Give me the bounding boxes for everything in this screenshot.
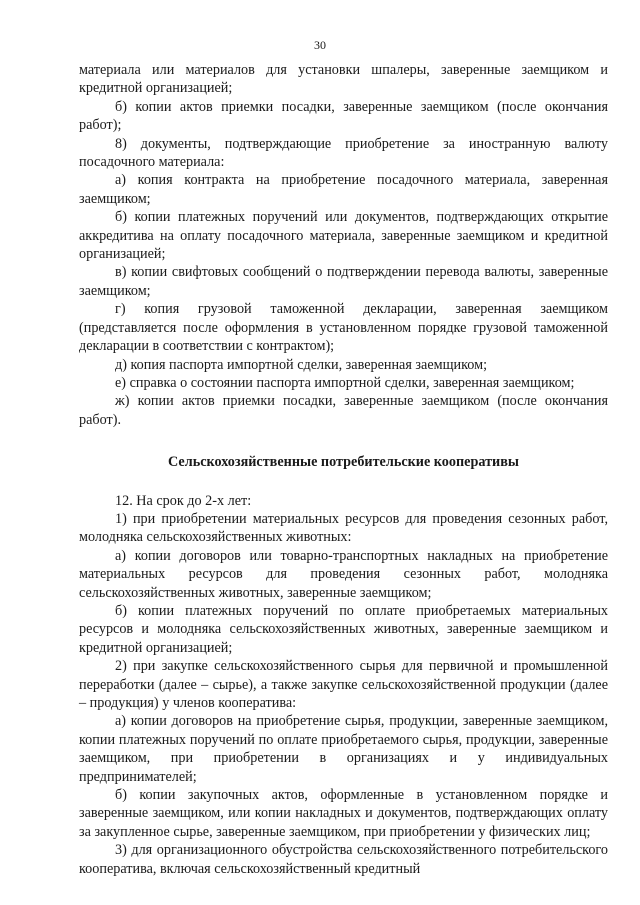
paragraph: б) копии платежных поручений по оплате приобретаемых материальных ресурсов и молодняка сельскохозяйственных животных, заверенные заемщиком и кредитной организацией; <box>79 602 608 656</box>
paragraph: материала или материалов для установки шпалеры, заверенные заемщиком и кредитной организацией; <box>79 62 608 97</box>
paragraph: 1) при приобретении материальных ресурсов для проведения сезонных работ, молодняка сельскохозяйственных животных: <box>79 510 608 546</box>
paragraph: ж) копии актов приемки посадки, заверенные заемщиком (после окончания работ). <box>79 393 608 428</box>
document-body <box>79 61 608 878</box>
paragraph: 8) документы, подтверждающие приобретение за иностранную валюту посадочного материала: <box>79 135 608 171</box>
paragraph: д) копия паспорта импортной сделки, заверенная заемщиком; <box>115 356 488 373</box>
paragraph: 3) для организационного обустройства сельскохозяйственного потребительского кооператива, включая сельскохозяйственный кредитный <box>79 842 608 877</box>
paragraph: е) справка о состоянии паспорта импортной сделки, заверенная заемщиком; <box>115 374 575 391</box>
paragraph: 2) при закупке сельскохозяйственного сырья для первичной и промышленной переработки (далее – сырье), а также закупке сельскохозяйственной продукции (далее – продукция) у членов кооператива: <box>79 658 608 711</box>
paragraph: а) копии договоров или товарно-транспортных накладных на приобретение материальных ресурсов для проведения сезонных работ, молодняка сельскохозяйственных животных, заверенные заемщиком; <box>79 547 608 601</box>
paragraph: б) копии закупочных актов, оформленные в установленном порядке и заверенные заемщиком, или копии накладных и документов, подтверждающих оплату за закупленное сырье, заверенные заемщиком, при приобретении у физических лиц; <box>79 787 608 840</box>
paragraph: в) копии свифтовых сообщений о подтверждении перевода валюты, заверенные заемщиком; <box>79 264 608 299</box>
paragraph: б) копии актов приемки посадки, заверенные заемщиком (после окончания работ); <box>79 98 608 134</box>
page-number: 30 <box>314 38 326 52</box>
section-heading: Сельскохозяйственные потребительские кооперативы <box>168 454 519 471</box>
paragraph: б) копии платежных поручений или документов, подтверждающих открытие аккредитива на оплату посадочного материала, заверенные заемщиком и кредитной организацией; <box>79 209 608 263</box>
paragraph: а) копия контракта на приобретение посадочного материала, заверенная заемщиком; <box>79 172 608 207</box>
paragraph: 12. На срок до 2-х лет: <box>115 492 252 509</box>
paragraph: а) копии договоров на приобретение сырья, продукции, заверенные заемщиком, копии платежных поручений по оплате приобретаемого сырья, продукции, заверенные заемщиком, при приобретении в организациях и у индивидуальных предпринимателей; <box>79 713 608 785</box>
paragraph: г) копия грузовой таможенной декларации, заверенная заемщиком (представляется после оформления в установленном порядке грузовой таможенной декларации в соответствии с контрактом); <box>79 301 608 355</box>
